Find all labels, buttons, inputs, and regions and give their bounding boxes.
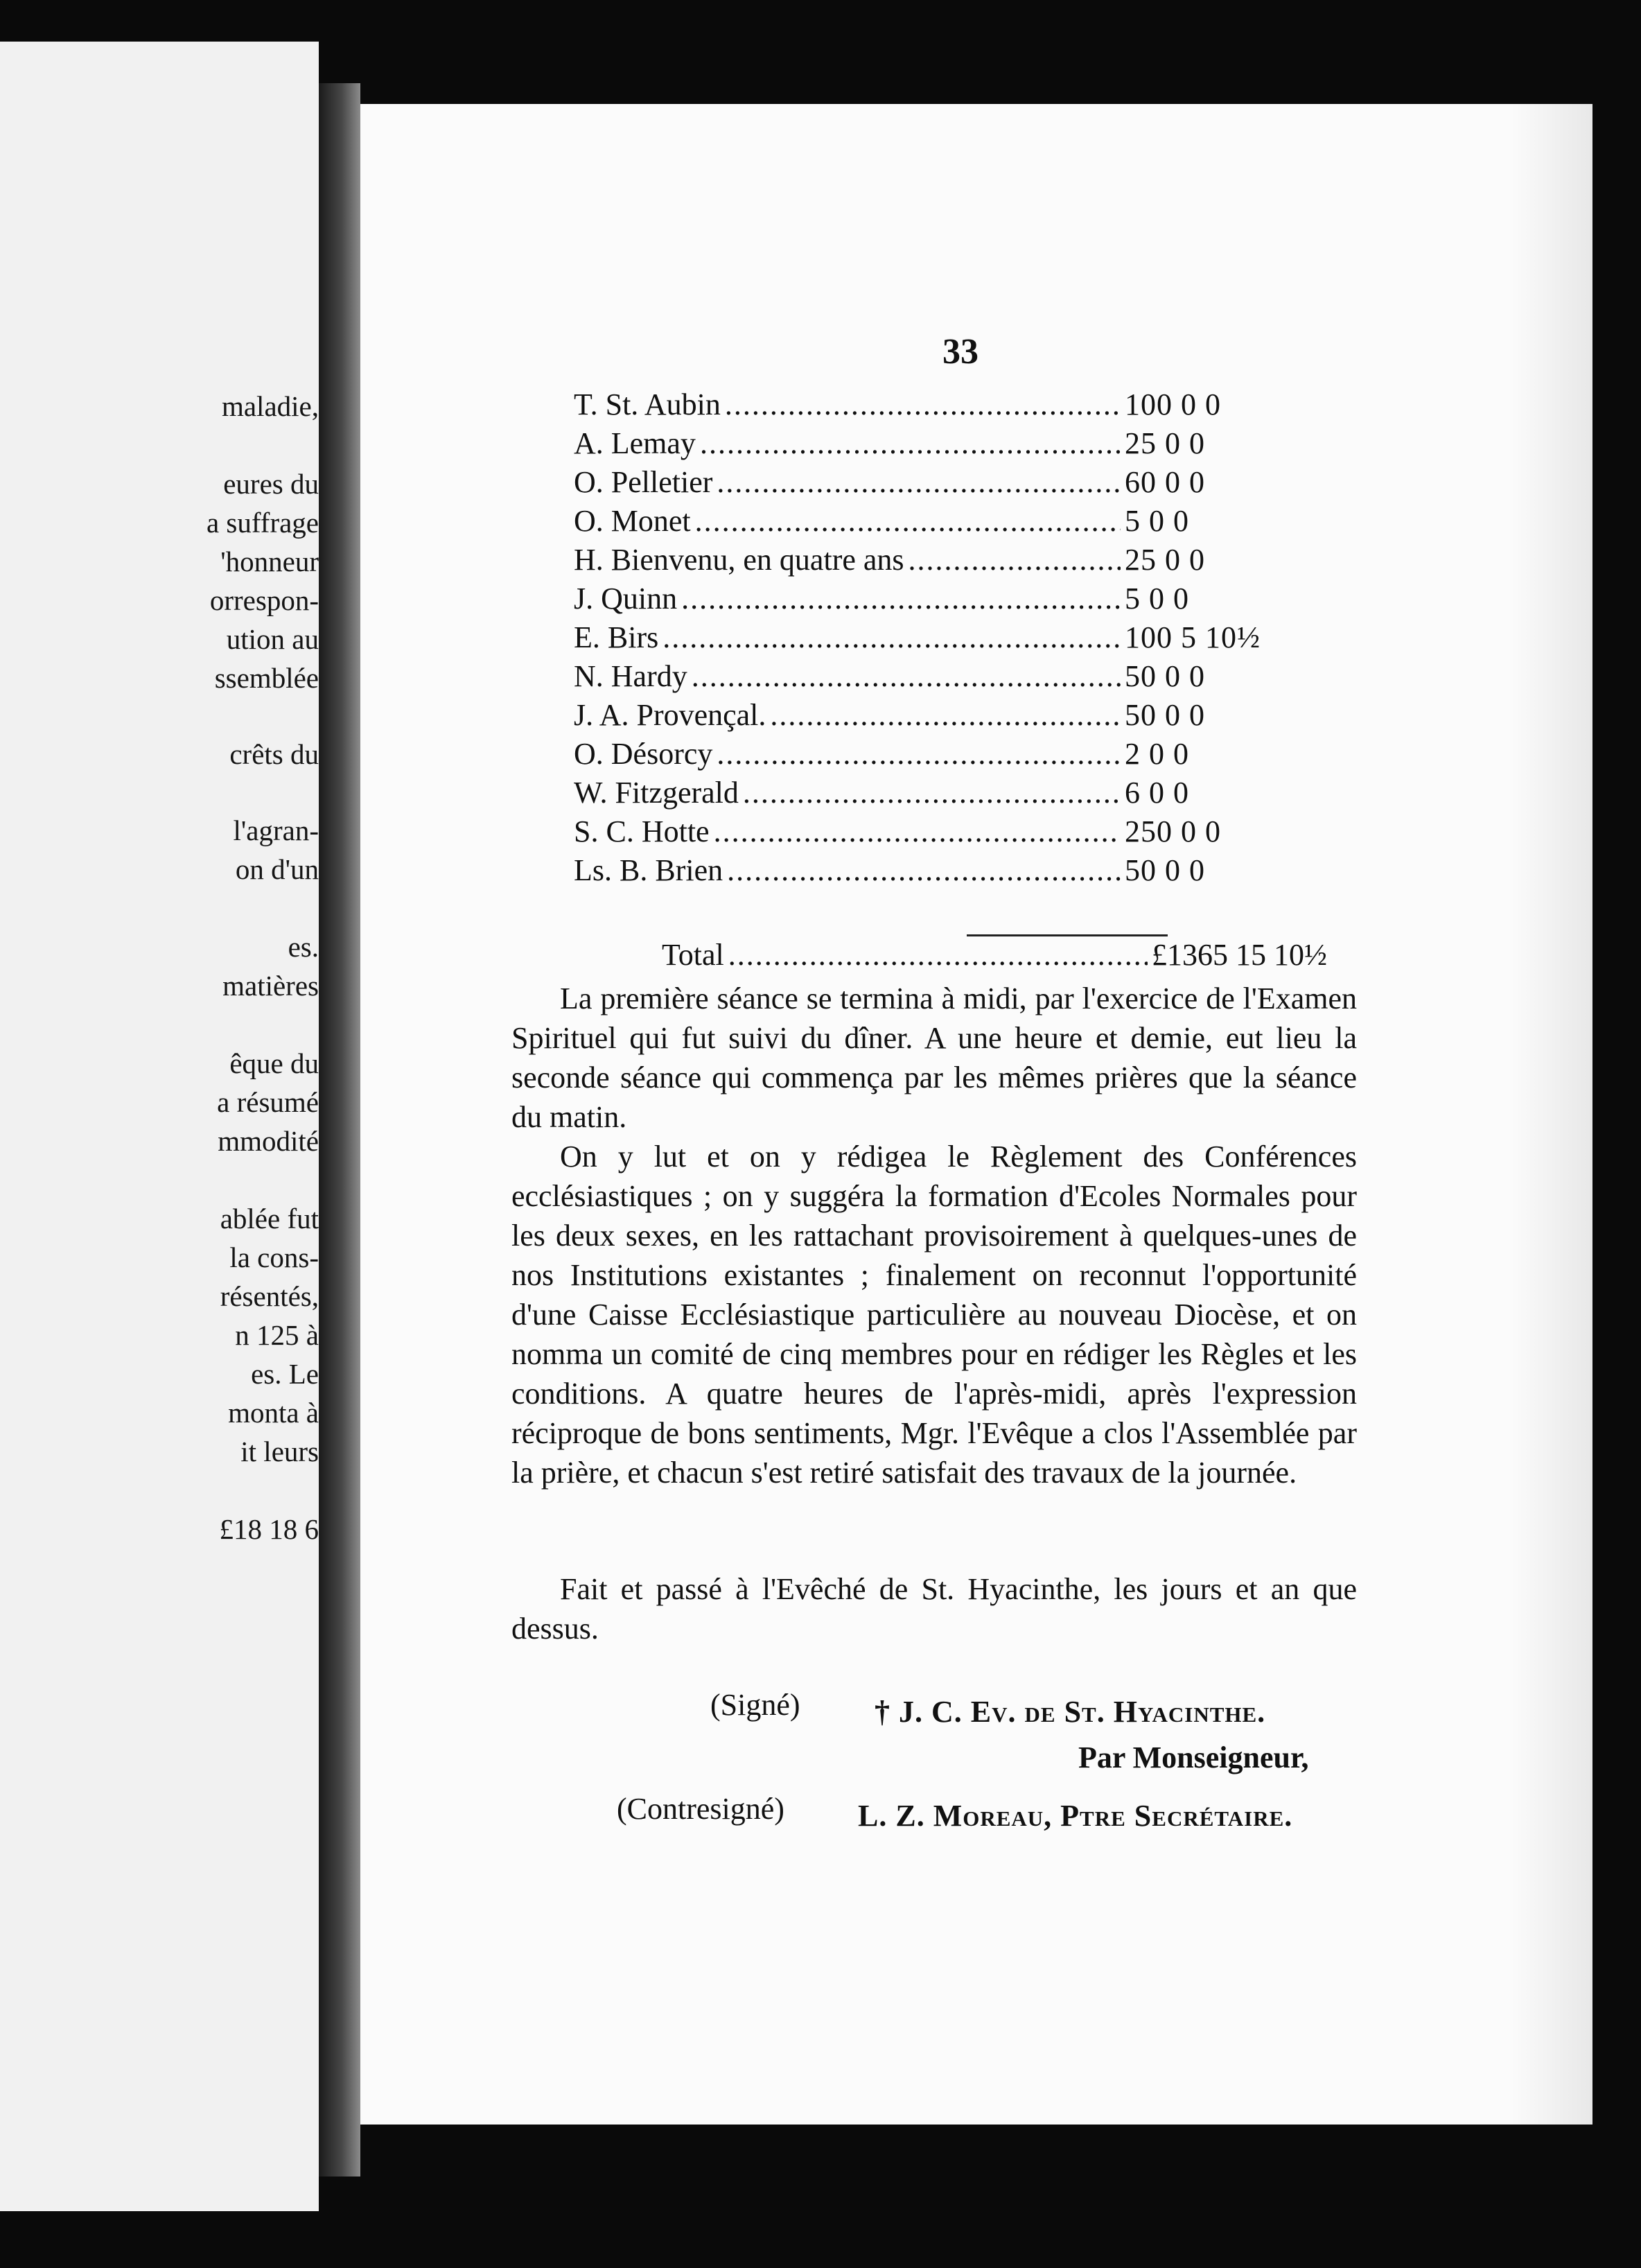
leader-dots bbox=[770, 696, 1121, 735]
subscription-amount: 25 0 0 bbox=[1125, 543, 1205, 577]
subscription-row bbox=[574, 696, 1267, 735]
leader-dots bbox=[728, 936, 1148, 975]
paragraph-second-session bbox=[511, 1137, 1357, 1492]
left-fragment-line: a suffrage bbox=[206, 507, 319, 539]
subscriber-name: S. C. Hotte bbox=[574, 814, 710, 848]
left-fragment-line: êque du bbox=[229, 1047, 319, 1079]
left-fragment-line: it leurs bbox=[240, 1436, 319, 1467]
leader-dots bbox=[909, 541, 1121, 579]
left-fragment-line: n 125 à bbox=[235, 1319, 319, 1351]
subscriber-name: J. Quinn bbox=[574, 582, 678, 616]
subscriber-name: A. Lemay bbox=[574, 426, 696, 460]
left-fragment-line: es. Le bbox=[251, 1358, 319, 1390]
left-fragment-line: résentés, bbox=[220, 1280, 319, 1312]
paragraph-closing bbox=[511, 1569, 1357, 1648]
subscriber-name: O. Monet bbox=[574, 504, 691, 538]
subscription-row bbox=[574, 385, 1267, 424]
leader-dots bbox=[725, 385, 1121, 424]
left-fragment-line: 'honneur bbox=[220, 546, 319, 577]
left-fragment-line: ssemblée bbox=[214, 662, 319, 694]
left-fragment-line: matières bbox=[222, 970, 319, 1002]
countersigned-label: (Contresigné) bbox=[617, 1792, 784, 1826]
subscription-row bbox=[574, 502, 1267, 541]
subscriber-name: H. Bienvenu, en quatre ans bbox=[574, 543, 904, 577]
paragraph-text: On y lut et on y rédigea le Règlement des Conférences ecclésiastiques ; on y suggéra la formation d'Ecoles Normales pour les deux sexes, en les rattachant provisoirement à quelques-unes de nos Institutions existantes ; finalement on reconnut l'opportunité d'une Caisse Ecclésiastique particulière au nouveau Diocèse, et on nomma un comité de cinq membres pour en rédiger les Règles et les conditions. A quatre heures de l'après-midi, après l'expression réciproque de bons sentiments, Mgr. l'Evêque a clos l'Assemblée par la prière, et chacun s'est retiré satisfait des travaux de la journée. bbox=[511, 1140, 1357, 1490]
leader-dots bbox=[662, 618, 1121, 657]
subscription-amount: 6 0 0 bbox=[1125, 776, 1189, 810]
subscriber-name: O. Désorcy bbox=[574, 737, 713, 771]
total-row bbox=[662, 936, 1327, 975]
left-fragment-line: on d'un bbox=[235, 853, 319, 885]
subscription-row bbox=[574, 579, 1267, 618]
subscriber-name: W. Fitzgerald bbox=[574, 776, 739, 810]
left-fragment-line: ablée fut bbox=[220, 1203, 319, 1235]
leader-dots bbox=[695, 502, 1121, 541]
countersigned-name: L. Z. Moreau, Ptre Secrétaire. bbox=[858, 1799, 1293, 1833]
left-fragment-line: mmodité bbox=[218, 1125, 319, 1157]
subscription-row bbox=[574, 774, 1267, 812]
subscription-amount: 50 0 0 bbox=[1125, 853, 1205, 887]
left-fragment-line: es. bbox=[288, 931, 319, 963]
leader-dots bbox=[700, 424, 1121, 463]
paragraph-text: La première séance se termina à midi, par l'exercice de l'Examen Spirituel qui fut suivi du dîner. A une heure et demie, eut lieu la seconde séance qui commença par les mêmes prières que la séance du matin. bbox=[511, 982, 1357, 1134]
subscription-amount: 250 0 0 bbox=[1125, 814, 1221, 848]
page-edge-shadow bbox=[1511, 104, 1594, 2125]
subscription-row bbox=[574, 424, 1267, 463]
previous-page-fragment bbox=[0, 42, 319, 2211]
leader-dots bbox=[743, 774, 1121, 812]
paragraph-text: Fait et passé à l'Evêché de St. Hyacinthe, les jours et an que dessus. bbox=[511, 1572, 1357, 1646]
left-fragment-line: l'agran- bbox=[233, 814, 319, 846]
par-monseigneur: Par Monseigneur, bbox=[1078, 1741, 1309, 1774]
signed-label: (Signé) bbox=[710, 1688, 800, 1722]
left-fragment-line: eures du bbox=[223, 468, 319, 500]
left-fragment-line: £18 18 6 bbox=[219, 1513, 319, 1545]
leader-dots bbox=[727, 851, 1121, 890]
subscriber-name: Ls. B. Brien bbox=[574, 853, 723, 887]
subscription-row bbox=[574, 735, 1267, 774]
left-fragment-line: ution au bbox=[226, 623, 319, 655]
page-number: 33 bbox=[942, 332, 979, 372]
total-label: Total bbox=[662, 938, 724, 972]
total-amount: £1365 15 10½ bbox=[1152, 938, 1327, 972]
left-fragment-line: la cons- bbox=[229, 1241, 319, 1273]
subscriber-name: O. Pelletier bbox=[574, 465, 713, 499]
left-fragment-line: maladie, bbox=[221, 390, 319, 422]
left-fragment-line: orrespon- bbox=[209, 584, 319, 616]
subscriber-name: N. Hardy bbox=[574, 659, 687, 693]
subscription-amount: 100 0 0 bbox=[1125, 387, 1221, 421]
subscription-amount: 50 0 0 bbox=[1125, 659, 1205, 693]
subscription-amount: 25 0 0 bbox=[1125, 426, 1205, 460]
leader-dots bbox=[714, 812, 1121, 851]
subscriber-name: T. St. Aubin bbox=[574, 387, 721, 421]
subscription-row bbox=[574, 851, 1267, 890]
signed-name: † J. C. Ev. de St. Hyacinthe. bbox=[875, 1695, 1266, 1729]
subscription-row bbox=[574, 618, 1267, 657]
paragraph-first-session bbox=[511, 979, 1357, 1137]
leader-dots bbox=[681, 579, 1121, 618]
left-fragment-line: a résumé bbox=[217, 1086, 319, 1118]
subscription-amount: 5 0 0 bbox=[1125, 582, 1189, 616]
subscription-amount: 2 0 0 bbox=[1125, 737, 1189, 771]
book-gutter bbox=[319, 83, 360, 2177]
subscription-amount: 100 5 10½ bbox=[1125, 620, 1261, 654]
leader-dots bbox=[717, 463, 1121, 502]
left-fragment-line: monta à bbox=[228, 1397, 319, 1429]
subscription-list bbox=[574, 385, 1267, 890]
subscriber-name: E. Birs bbox=[574, 620, 659, 654]
left-fragment-line: crêts du bbox=[229, 738, 319, 770]
subscription-amount: 5 0 0 bbox=[1125, 504, 1189, 538]
subscription-row bbox=[574, 541, 1267, 579]
leader-dots bbox=[717, 735, 1121, 774]
leader-dots bbox=[692, 657, 1121, 696]
subscription-row bbox=[574, 657, 1267, 696]
subscription-amount: 50 0 0 bbox=[1125, 698, 1205, 732]
subscriber-name: J. A. Provençal. bbox=[574, 698, 766, 732]
subscription-row bbox=[574, 812, 1267, 851]
subscription-amount: 60 0 0 bbox=[1125, 465, 1205, 499]
subscription-row bbox=[574, 463, 1267, 502]
